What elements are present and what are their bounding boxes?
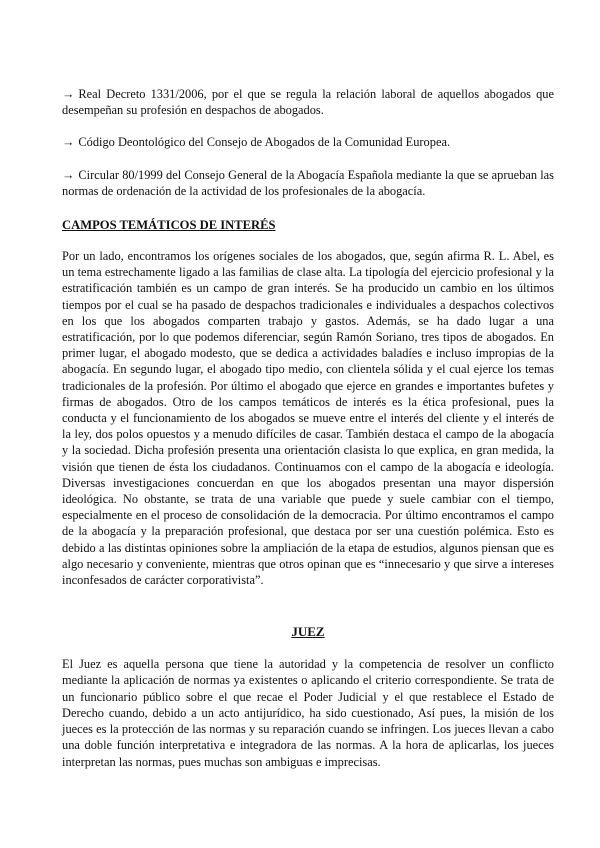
reference-text: Circular 80/1999 del Consejo General de la Abogacía Española mediante la que se aprueban las normas de ordenación de la actividad de los profesionales de la abogacía. xyxy=(62,167,554,198)
document-page xyxy=(62,86,554,770)
arrow-icon: → xyxy=(62,135,75,150)
spacer xyxy=(62,118,554,134)
reference-text: Real Decreto 1331/2006, por el que se regula la relación laboral de aquellos abogados que desempeñan su profesión en despachos de abogados. xyxy=(62,87,554,118)
section-body-campos: Por un lado, encontramos los orígenes sociales de los abogados, que, según afirma R. L. Abel, es un tema estrechamente ligado a las familias de clase alta. La tipología del ejercicio profesional y la estratificación también es un campo de gran interés. Se ha producido un cambio en los últimos tiempos por el cual se ha pasado de despachos tradicionales e individuales a despachos colectivos en los que los abogados comparten trabajo y gastos. Además, se ha dado lugar a una estratificación, por lo que podemos diferenciar, según Ramón Soriano, tres tipos de abogados. En primer lugar, el abogado modesto, que se dedica a actividades baladíes e incluso impropias de la abogacía. En segundo lugar, el abogado tipo medio, con clientela sólida y el cual ejerce los temas tradicionales de la profesión. Por último el abogado que ejerce en grandes e importantes bufetes y firmas de abogados. Otro de los campos temáticos de interés es la ética profesional, pues la conducta y el funcionamiento de los abogados se mueve entre el interés del cliente y el interés de la ley, dos polos opuestos y a menudo difíciles de casar. También destaca el campo de la abogacía y la sociedad. Dicha profesión presenta una orientación clasista lo que explica, en gran medida, la visión que tienen de ésta los ciudadanos. Continuamos con el campo de la abogacía e ideología. Diversas investigaciones concuerdan en que los abogados presentan una mayor dispersión ideológica. No obstante, se trata de una variable que puede y suele cambiar con el tiempo, especialmente en el proceso de consolidación de la democracia. Por último encontramos el campo de la abogacía y la preparación profesional, que destaca por ser una cuestión polémica. Esto es debido a las distintas opiniones sobre la ampliación de la etapa de estudios, algunos piensan que es algo necesario y conveniente, mientras que otros opinan que es “innecesario y que sirve a intereses inconfesados de carácter corporativista”. xyxy=(62,249,554,588)
reference-item xyxy=(62,167,554,199)
reference-item xyxy=(62,86,554,118)
reference-text: Código Deontológico del Consejo de Abogados de la Comunidad Europea. xyxy=(78,135,451,150)
arrow-icon: → xyxy=(62,87,75,101)
section-heading-campos: CAMPOS TEMÁTICOS DE INTERÉS xyxy=(62,218,276,233)
reference-item xyxy=(62,134,554,150)
section-body-juez: El Juez es aquella persona que tiene la autoridad y la competencia de resolver un conflicto mediante la aplicación de normas ya existentes o aplicando el criterio correspondiente. Se trata de un funcionario público sobre el que recae el Poder Judicial y el que restablece el Estado de Derecho cuando, debido a un acto antijurídico, ha sido cuestionado, Así pues, la misión de los jueces es la protección de las normas y su reparación cuando se infringen. Los jueces llevan a cabo una doble función interpretativa e integradora de las normas. A la hora de aplicarlas, los jueces interpretan las normas, pues muchas son ambiguas e imprecisas. xyxy=(62,657,554,769)
spacer xyxy=(62,151,554,167)
section-heading-juez: JUEZ xyxy=(291,624,325,640)
arrow-icon: → xyxy=(62,167,75,182)
